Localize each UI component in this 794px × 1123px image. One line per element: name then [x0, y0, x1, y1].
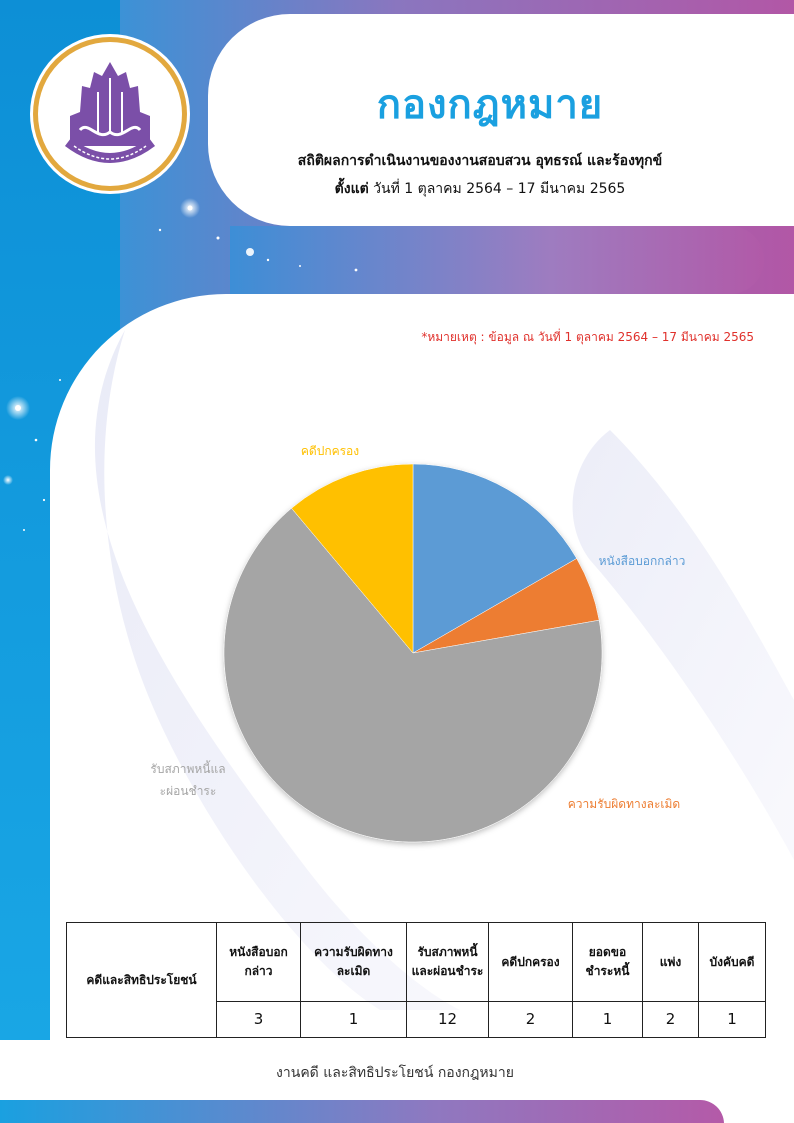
table-cell: 3	[217, 1002, 301, 1038]
pie-slice-label: ความรับผิดทางละเมิด	[567, 797, 681, 811]
table-column-header: คดีปกครอง	[489, 923, 573, 1002]
date-range-prefix: ตั้งแต่	[334, 181, 369, 197]
table-cell: 1	[699, 1002, 766, 1038]
page-subtitle: สถิติผลการดำเนินงานของงานสอบสวน อุทธรณ์ และร้องทุกข์	[297, 153, 663, 169]
table-column-header: ยอดขอชำระหนี้	[573, 923, 643, 1002]
pie-slice-label: คดีปกครอง	[300, 444, 360, 458]
table-cell: 1	[301, 1002, 407, 1038]
table-cell: 2	[489, 1002, 573, 1038]
data-note: *หมายเหตุ : ข้อมูล ณ วันที่ 1 ตุลาคม 2564 – 17 มีนาคม 2565	[421, 330, 754, 344]
table-header-row	[67, 923, 766, 1002]
table-cell: 2	[643, 1002, 699, 1038]
table-column-header: ความรับผิดทางละเมิด	[301, 923, 407, 1002]
pie-slice-label: รับสภาพหนี้และผ่อนชำระ	[150, 762, 226, 798]
table-cell: 12	[407, 1002, 489, 1038]
table-column-header: รับสภาพหนี้และผ่อนชำระ	[407, 923, 489, 1002]
pie-slice-label: หนังสือบอกกล่าว	[598, 554, 686, 568]
table-cell: 1	[573, 1002, 643, 1038]
table-row-header: คดีและสิทธิประโยชน์	[67, 923, 217, 1038]
date-range-value: วันที่ 1 ตุลาคม 2564 – 17 มีนาคม 2565	[373, 181, 626, 197]
footer-text: งานคดี และสิทธิประโยชน์ กองกฎหมาย	[276, 1065, 514, 1081]
statistics-table	[66, 922, 766, 1038]
table-column-header: บังคับคดี	[699, 923, 766, 1002]
table-column-header: หนังสือบอกกล่าว	[217, 923, 301, 1002]
page-title: กองกฎหมาย	[376, 82, 604, 128]
table-column-header: แพ่ง	[643, 923, 699, 1002]
